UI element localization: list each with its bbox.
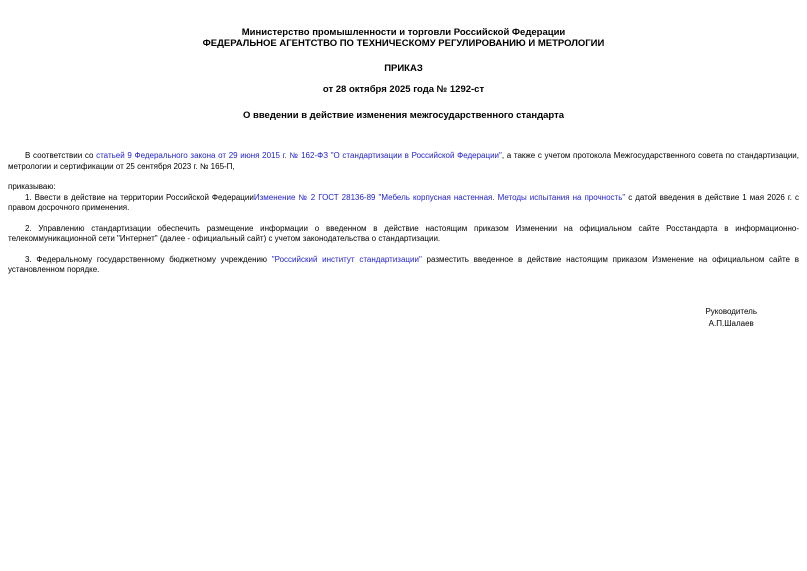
signer-position: Руководитель xyxy=(705,306,757,316)
gost-amendment-link[interactable]: Изменение № 2 ГОСТ 28136-89 "Мебель корпусная настенная. Методы испытания на прочность" xyxy=(253,192,626,202)
order-item-2: 2. Управлению стандартизации обеспечить размещение информации о введенном в действие настоящим приказом Изменении на официальном сайте Росстандарта в информационно-телекоммуникационной сети "Интернет" (далее - официальный сайт) с учетом законодательства о стандартизации. xyxy=(8,223,799,243)
order-item-1 xyxy=(8,193,799,214)
item-1-text-start: 1. Ввести в действие на территории Российской Федерации xyxy=(25,192,254,202)
standards-institute-link[interactable]: "Российский институт стандартизации" xyxy=(271,254,422,264)
signer-name: А.П.Шалаев xyxy=(708,318,754,328)
agency-name: ФЕДЕРАЛЬНОЕ АГЕНТСТВО ПО ТЕХНИЧЕСКОМУ РЕГУЛИРОВАНИЮ И МЕТРОЛОГИИ xyxy=(202,38,605,49)
signature-inner xyxy=(705,306,757,330)
order-item-3 xyxy=(8,255,799,276)
item-3-text-start: 3. Федеральному государственному бюджетному учреждению xyxy=(25,254,272,264)
order-word: приказываю: xyxy=(8,182,56,191)
preamble-paragraph xyxy=(8,151,799,172)
document-subject: О введении в действие изменения межгосударственного стандарта xyxy=(242,110,565,121)
preamble-text-start: В соответствии со xyxy=(25,151,97,160)
document-body xyxy=(8,151,799,276)
preamble-text-end: , а также с учетом протокола Межгосударственного совета по стандартизации, метрологии и сертификации от 25 сентября 2023 г. № 165-П, xyxy=(8,151,799,171)
item-3-text-end: разместить введенное в действие настоящим приказом Изменение на официальном сайте в установленном порядке. xyxy=(8,254,799,274)
federal-law-link[interactable]: статьей 9 Федерального закона от 29 июня 2015 г. № 162-ФЗ "О стандартизации в Российской Федерации" xyxy=(96,151,502,160)
signature-block xyxy=(8,306,799,330)
document-type: ПРИКАЗ xyxy=(384,63,423,74)
item-1-text-end: с датой введения в действие 1 мая 2026 г. с правом досрочного применения. xyxy=(8,192,799,212)
document-header xyxy=(8,27,799,121)
ministry-name: Министерство промышленности и торговли Российской Федерации xyxy=(241,27,566,38)
document-date-number: от 28 октября 2025 года № 1292-ст xyxy=(322,84,485,95)
